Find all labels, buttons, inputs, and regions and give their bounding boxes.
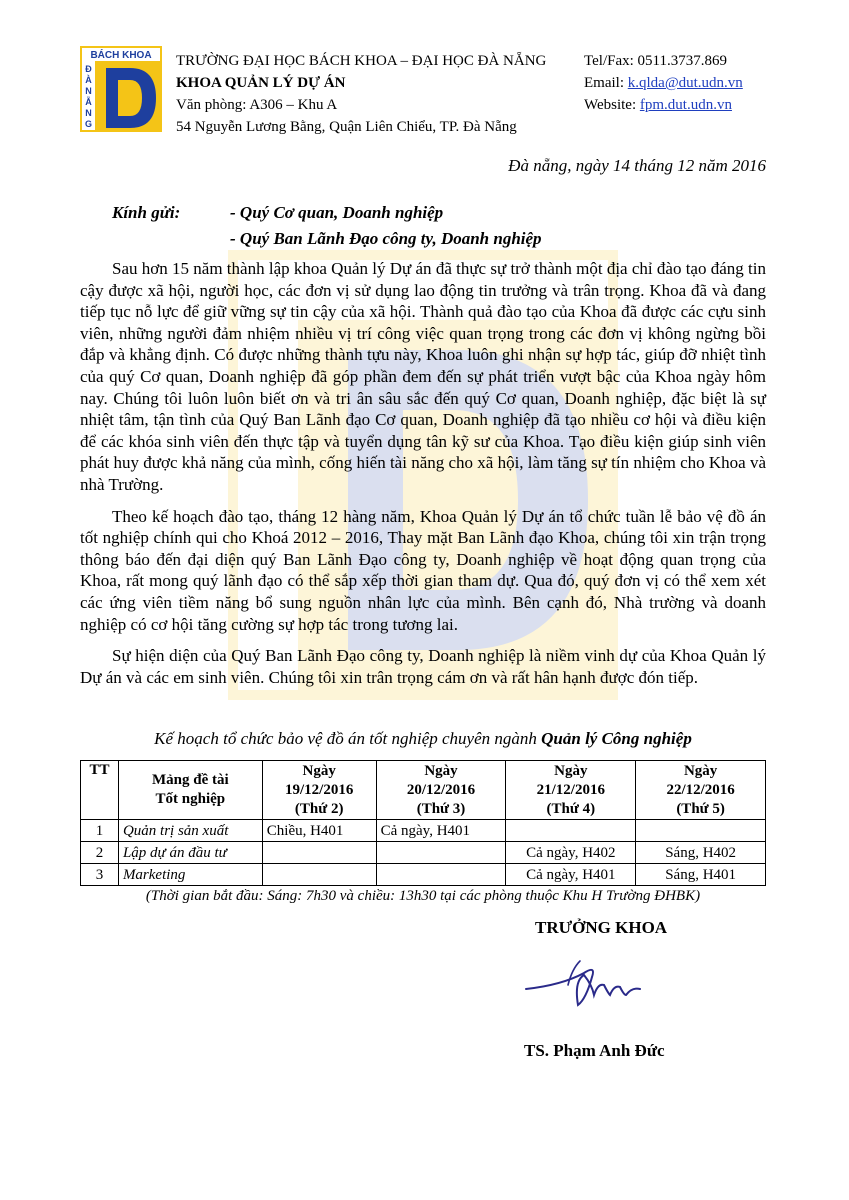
table-header-row — [81, 761, 766, 820]
table-row — [81, 820, 766, 842]
schedule-cell — [262, 842, 376, 864]
header-text: (Thứ 2) — [294, 800, 344, 817]
logo-side-letter: G — [84, 119, 93, 129]
office-line: Văn phòng: A306 – Khu A — [176, 97, 338, 113]
university-name: TRƯỜNG ĐẠI HỌC BÁCH KHOA – ĐẠI HỌC ĐÀ NẴNG — [176, 53, 547, 69]
row-topic: Marketing — [118, 864, 262, 886]
body-paragraph: Sau hơn 15 năm thành lập khoa Quản lý Dự án đã thực sự trở thành một địa chỉ đào tạo đáng tin cậy được xã hội, người học, các đơn vị sử dụng lao động tin trưởng và trân trọng. Khoa đã và đang tiếp tục nỗ lực để giữ vững sự tin cậy của xã hội. Thành quả đào tạo của Khoa đã được các cựu sinh viên, những người đảm nhiệm nhiều vị trí công việc quan trọng trong các đơn vị không ngừng bồi đắp và khẳng định. Có được những thành tựu này, Khoa luôn ghi nhận sự hợp tác, giúp đỡ nhiệt tình của quý Cơ quan, Doanh nghiệp đã góp phần đem đến sự phát triển vượt bậc của Khoa ngày hôm nay. Chúng tôi luôn luôn biết ơn và tri ân sâu sắc đến quý Cơ quan, Doanh nghiệp, đặc biệt là sự nhiệt tâm, tận tình của Quý Ban Lãnh đạo Cơ quan, Doanh nghiệp đã tạo nhiều cơ hội và điều kiện để các khóa sinh viên đến thực tập và tuyển dụng tân kỹ sư của Khoa. Tạo điều kiện giúp sinh viên phát huy được khả năng của mình, cống hiến tài năng cho xã hội, làm tăng sự tín nhiệm cho Khoa và nhà Trường. — [80, 259, 767, 494]
plan-title — [80, 729, 766, 749]
header-text: Ngày — [683, 762, 718, 779]
date-line: Đà nẵng, ngày 14 tháng 12 năm 2016 — [508, 156, 766, 175]
email-line — [584, 72, 743, 94]
header-text: Tốt nghiệp — [155, 791, 226, 807]
schedule-cell: Chiều, H401 — [262, 820, 376, 842]
header-day-3 — [506, 761, 636, 820]
header-day-2 — [376, 761, 506, 820]
website-link[interactable]: fpm.dut.udn.vn — [639, 97, 732, 113]
header-text: (Thứ 3) — [416, 800, 466, 817]
header-text: (Thứ 5) — [676, 800, 725, 817]
header-text: Ngày — [302, 762, 336, 779]
header-text: 20/12/2016 — [406, 781, 476, 798]
header-text: Ngày — [554, 762, 588, 779]
address-line: 54 Nguyễn Lương Bằng, Quận Liên Chiểu, TP. Đà Nẵng — [176, 119, 517, 135]
schedule-cell: Cả ngày, H402 — [506, 842, 636, 864]
website-label: Website: — [584, 97, 640, 113]
time-note: (Thời gian bắt đầu: Sáng: 7h30 và chiều: 13h30 tại các phòng thuộc Khu H Trường ĐHBK) — [145, 888, 701, 904]
row-number: 2 — [81, 842, 119, 864]
website-line — [584, 94, 743, 116]
logo-side-letter: N — [85, 108, 92, 118]
header-day-4 — [636, 761, 766, 820]
plan-title-major: Quản lý Công nghiệp — [541, 729, 692, 748]
header-text: (Thứ 4) — [546, 800, 596, 817]
header-day-1 — [262, 761, 376, 820]
university-logo — [80, 46, 162, 132]
schedule-cell: Sáng, H402 — [636, 842, 766, 864]
department-name: KHOA QUẢN LÝ DỰ ÁN — [176, 75, 346, 91]
email-label: Email: — [584, 75, 628, 91]
header-text: Mảng đề tài — [152, 772, 229, 788]
body-paragraph: Sự hiện diện của Quý Ban Lãnh Đạo công ty, Doanh nghiệp là niềm vinh dự của Khoa Quản lý Dự án và các em sinh viên. Chúng tôi xin trân trọng cám ơn và rất hân hạnh được đón tiếp. — [80, 646, 766, 687]
schedule-cell — [376, 864, 506, 886]
row-number: 3 — [81, 864, 119, 886]
signature-title: TRƯỞNG KHOA — [535, 918, 668, 937]
header-tt — [81, 761, 119, 820]
header-text: Ngày — [424, 762, 458, 779]
header-text: 21/12/2016 — [536, 781, 605, 798]
schedule-cell — [262, 864, 376, 886]
row-topic: Lập dự án đầu tư — [118, 842, 262, 864]
letterhead-right — [584, 50, 743, 116]
greeting-recipient: - Quý Cơ quan, Doanh nghiệp — [230, 203, 444, 222]
logo-top-text: BÁCH KHOA — [90, 50, 152, 61]
schedule-cell — [376, 842, 506, 864]
schedule-cell — [636, 820, 766, 842]
logo-side-letter: Ẵ — [85, 97, 92, 107]
schedule-cell — [506, 820, 636, 842]
logo-side-letter: À — [85, 75, 92, 85]
schedule-cell: Sáng, H401 — [636, 864, 766, 886]
handwritten-signature — [522, 955, 646, 1013]
greeting-label: Kính gửi: — [112, 203, 181, 222]
table-row — [81, 864, 766, 886]
schedule-table — [80, 760, 766, 886]
logo-side-letter: Đ — [85, 64, 92, 74]
table-row — [81, 842, 766, 864]
logo-side-letter: N — [85, 86, 92, 96]
header-text: 22/12/2016 — [666, 781, 735, 798]
row-topic: Quản trị sản xuất — [118, 820, 262, 842]
schedule-cell: Cả ngày, H401 — [376, 820, 506, 842]
letterhead-left — [176, 50, 546, 138]
row-number: 1 — [81, 820, 119, 842]
body-paragraph: Theo kế hoạch đào tạo, tháng 12 hàng năm, Khoa Quản lý Dự án tổ chức tuần lễ bảo vệ đồ án tốt nghiệp chính qui cho Khoá 2012 – 2016, Thay mặt Ban Lãnh đạo Khoa, chúng tôi xin trận trọng thông báo đến đại diện quý Ban Lãnh Đạo công ty, Doanh nghiệp về hoạt động quan trọng của Khoa, rất mong quý lãnh đạo có thể sắp xếp thời gian tham dự. Qua đó, quý đơn vị có thể xem xét các ứng viên tiềm năng bổ sung nguồn nhân lực của mình. Bên cạnh đó, Nhà trường và doanh nghiệp có cơ hội tăng cường sự hợp tác trong tương lai. — [80, 506, 766, 634]
schedule-cell: Cả ngày, H401 — [506, 864, 636, 886]
email-link[interactable]: k.qlda@dut.udn.vn — [627, 75, 743, 91]
header-text: TT — [89, 762, 110, 778]
plan-title-prefix: Kế hoạch tổ chức bảo vệ đồ án tốt nghiệp chuyên ngành — [154, 729, 542, 748]
header-topic — [118, 761, 262, 820]
greeting-recipient: - Quý Ban Lãnh Đạo công ty, Doanh nghiệp — [230, 229, 542, 248]
telfax-line: Tel/Fax: 0511.3737.869 — [584, 53, 727, 69]
letter-body — [80, 258, 766, 698]
signatory-name: TS. Phạm Anh Đức — [524, 1041, 665, 1060]
header-text: 19/12/2016 — [285, 781, 354, 798]
